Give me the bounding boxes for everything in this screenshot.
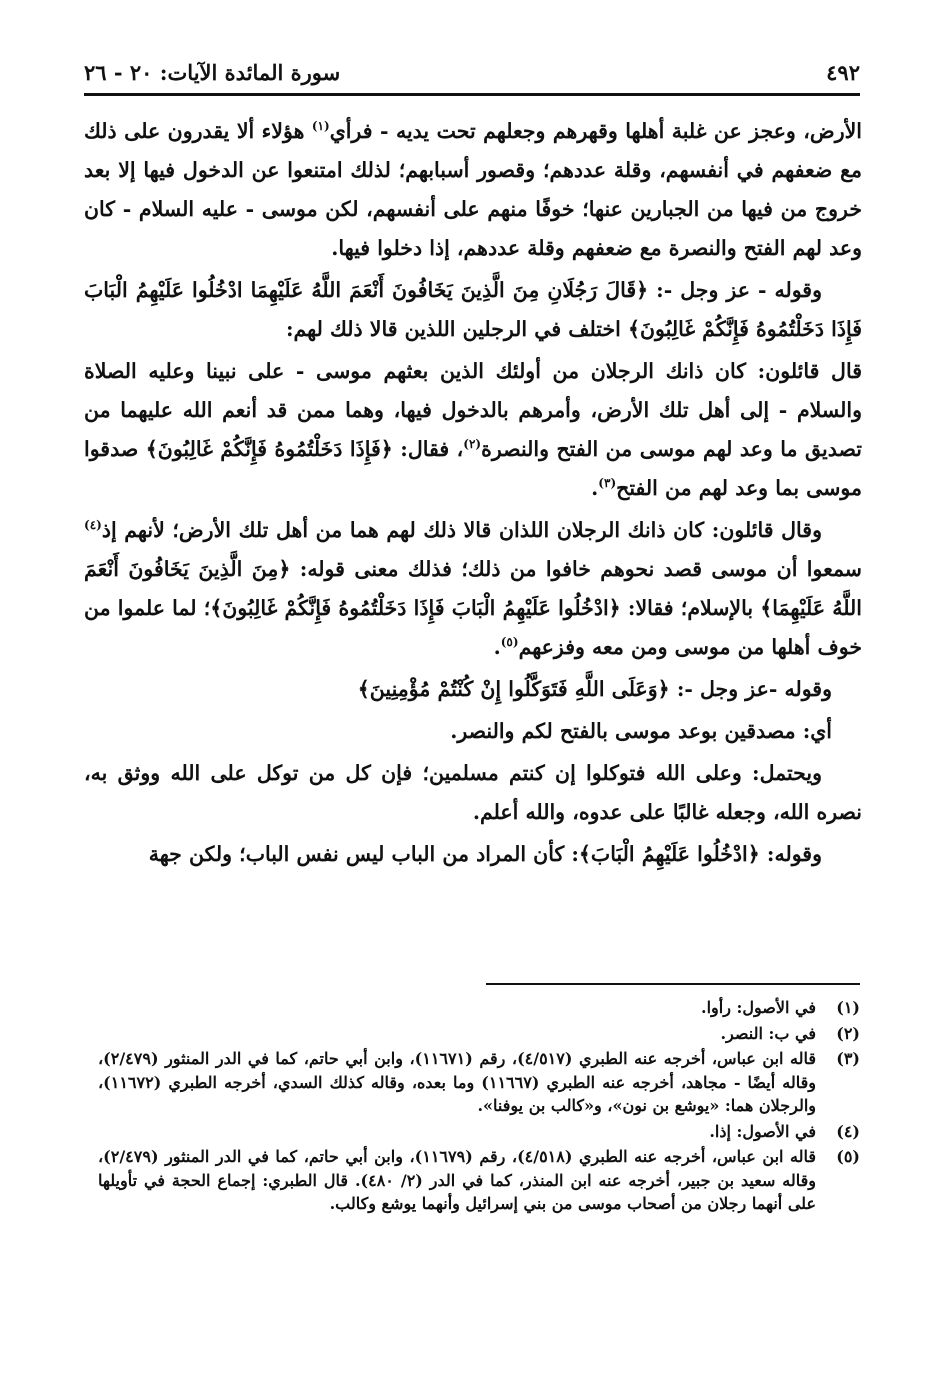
footnote-ref: (١) xyxy=(311,119,330,134)
quran-verse: ﴿وَعَلَى اللَّهِ فَتَوَكَّلُوا إِنْ كُنْتُمْ مُؤْمِنِينَ﴾ xyxy=(357,677,670,701)
paragraph-1 xyxy=(84,112,862,268)
footnote-number: (٣) xyxy=(836,1049,860,1068)
footnotes xyxy=(98,996,860,1218)
text-run: اختلف في الرجلين اللذين قالا ذلك لهم: xyxy=(285,317,628,341)
header-rule xyxy=(84,93,860,96)
quran-verse: ﴿ادْخُلُوا عَلَيْهِمُ الْبَابَ﴾ xyxy=(578,842,760,866)
text-run: : كأن المراد من الباب ليس نفس الباب؛ ولكن جهة xyxy=(148,842,579,866)
text-run: وقال قائلون: كان ذانك الرجلان اللذان قالا ذلك لهم هما من أهل تلك الأرض؛ لأنهم إذ xyxy=(101,518,822,542)
footnote-text: في ب: النصر. xyxy=(720,1023,816,1043)
footnote-5 xyxy=(98,1145,860,1216)
paragraph-5 xyxy=(84,670,862,709)
running-title: سورة المائدة الآيات: ٢٠ - ٢٦ xyxy=(84,60,341,85)
text-run: ، فقال: xyxy=(392,437,464,461)
footnote-4 xyxy=(98,1120,860,1144)
text-run: ؛ لما علموا من خوف أهلها من موسى ومن معه وفزعهم xyxy=(84,596,862,659)
paragraph-3 xyxy=(84,352,862,508)
main-text xyxy=(84,112,862,877)
paragraph-2 xyxy=(84,271,862,349)
text-run: وقوله - عز وجل -: xyxy=(648,278,822,302)
footnote-rule xyxy=(486,983,860,985)
text-run: وقوله -عز وجل -: xyxy=(669,677,832,701)
paragraph-8 xyxy=(84,835,862,874)
text-run: . xyxy=(493,635,501,659)
paragraph-6: أي: مصدقين بوعد موسى بالفتح لكم والنصر. xyxy=(450,719,832,743)
text-run: هؤلاء ألا يقدرون على ذلك مع ضعفهم في أنفسهم، وقلة عددهم؛ وقصور أسبابهم؛ لذلك امتنعوا عن الدخول فيها إلا بعد خروج من فيها من الجبارين عنها؛ خوفًا منهم على أنفسهم، لكن موسى - عليه السلام - كان وعد لهم الفتح والنصرة مع ضعفهم وقلة عددهم، إذا دخلوا فيها. xyxy=(84,119,862,260)
text-run: قال قائلون: كان ذانك الرجلان من أولئك الذين بعثهم موسى - على نبينا وعليه الصلاة والسلام - إلى أهل تلك الأرض، وأمرهم بالدخول فيها، وهما ممن قد أنعم الله عليهما من تصديق ما وعد لهم موسى من الفتح والنصرة xyxy=(84,359,862,461)
text-run: بالإسلام؛ فقالا: xyxy=(620,596,761,620)
quran-verse: ﴿مِنَ الَّذِينَ يَخَافُونَ أَنْعَمَ اللَّهُ عَلَيْهِمَا﴾ xyxy=(84,557,862,620)
footnote-1 xyxy=(98,996,860,1020)
footnote-3 xyxy=(98,1047,860,1118)
footnote-text: في الأصول: رأوا. xyxy=(701,998,816,1017)
footnote-number: (٤) xyxy=(836,1121,860,1141)
footnote-ref: (٤) xyxy=(84,518,102,533)
text-run: . xyxy=(591,476,599,500)
text-run: سمعوا أن موسى قصد نحوهم خافوا من ذلك؛ فذلك معنى قوله: xyxy=(290,557,862,581)
running-header xyxy=(84,58,860,92)
footnote-number: (٥) xyxy=(836,1147,860,1166)
footnote-ref: (٢) xyxy=(463,437,482,452)
footnote-text: قاله ابن عباس، أخرجه عنه الطبري (٤/٥١٧)، رقم (١١٦٧١)، وابن أبي حاتم، كما في الدر المنثور (٢/٤٧٩)، وقاله أيضًا - مجاهد، أخرجه عنه الطبري (١١٦٦٧) وما بعده، وقاله كذلك السدي، أخرجه الطبري (١١٦٧٢)، والرجلان هما: «يوشع بن نون»، و«كالب بن يوفنا». xyxy=(98,1049,817,1115)
page-number: ٤٩٢ xyxy=(826,60,860,85)
paragraph-7: ويحتمل: وعلى الله فتوكلوا إن كنتم مسلمين؛ فإن كل من توكل على الله ووثق به، نصره الله، وجعله غالبًا على عدوه، والله أعلم. xyxy=(84,761,862,824)
quran-verse: ﴿ادْخُلُوا عَلَيْهِمُ الْبَابَ فَإِذَا دَخَلْتُمُوهُ فَإِنَّكُمْ غَالِبُونَ﴾ xyxy=(210,596,621,620)
paragraph-4 xyxy=(84,511,862,667)
footnote-text: في الأصول: إذا. xyxy=(709,1121,816,1141)
text-run: وقوله: xyxy=(759,842,822,866)
text-run: صدقوا موسى بما وعد لهم من الفتح xyxy=(84,437,862,500)
text-run: الأرض، وعجز عن غلبة أهلها وقهرهم وجعلهم تحت يديه - فرأي xyxy=(329,119,862,143)
quran-verse: ﴿فَإِذَا دَخَلْتُمُوهُ فَإِنَّكُمْ غَالِبُونَ﴾ xyxy=(145,437,393,461)
footnote-number: (٢) xyxy=(836,1023,860,1043)
footnote-ref: (٥) xyxy=(500,635,519,650)
quran-verse: ﴿قَالَ رَجُلَانِ مِنَ الَّذِينَ يَخَافُونَ أَنْعَمَ اللَّهُ عَلَيْهِمَا ادْخُلُوا عَلَيْهِمُ الْبَابَ فَإِذَا دَخَلْتُمُوهُ فَإِنَّكُمْ غَالِبُونَ﴾ xyxy=(84,278,862,341)
footnote-ref: (٣) xyxy=(598,476,617,491)
footnote-number: (١) xyxy=(836,998,860,1017)
footnote-text: قاله ابن عباس، أخرجه عنه الطبري (٤/٥١٨)، رقم (١١٦٧٩)، وابن أبي حاتم، كما في الدر المنثور (٢/٤٧٩)، وقاله سعيد بن جبير، أخرجه عنه ابن المنذر، كما في الدر (٢/ ٤٨٠). قال الطبري: إجماع الحجة في تأويلها على أنهما رجلان من أصحاب موسى من بني إسرائيل وأنهما يوشع وكالب. xyxy=(98,1147,817,1213)
footnote-2 xyxy=(98,1022,860,1046)
